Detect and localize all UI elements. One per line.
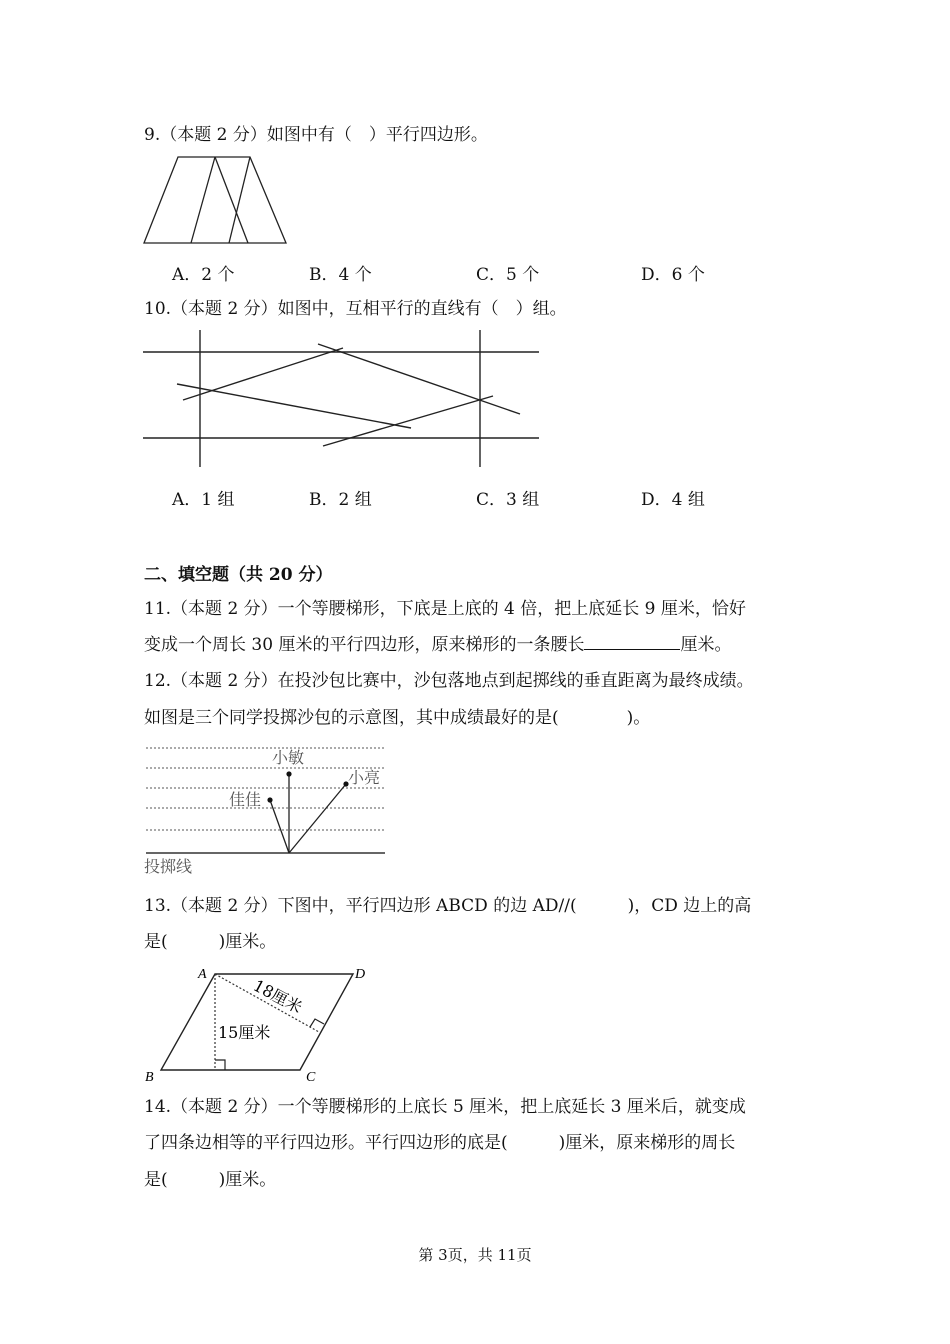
q12-label-xiaoliang: 小亮 bbox=[348, 768, 381, 787]
q9-option-b: B．4 个 bbox=[309, 265, 372, 285]
page-footer: 第 3页，共 11页 bbox=[418, 1246, 532, 1264]
q10-option-a: A．1 组 bbox=[172, 490, 235, 510]
q11-line2-b: 厘米。 bbox=[680, 635, 732, 655]
q13-label-height: 15厘米 bbox=[218, 1023, 271, 1042]
q13-label-b: B bbox=[145, 1070, 154, 1085]
q11-line2 bbox=[144, 633, 731, 656]
q12-path-xiaoliang bbox=[289, 784, 346, 853]
q9-text: 9.（本题 2 分）如图中有（ ）平行四边形。 bbox=[144, 125, 488, 145]
q14-line2: 了四条边相等的平行四边形。平行四边形的底是( )厘米，原来梯形的周长 bbox=[144, 1133, 736, 1153]
q13-right-angle-1 bbox=[215, 1060, 225, 1070]
q11-answer-blank[interactable] bbox=[584, 633, 680, 650]
q10-option-d: D．4 组 bbox=[641, 490, 705, 510]
q13-label-d: D bbox=[355, 967, 366, 982]
section-title: 二、填空题（共 20 分） bbox=[144, 565, 333, 585]
q10-text: 10.（本题 2 分）如图中，互相平行的直线有（ ）组。 bbox=[144, 299, 567, 319]
q12-point-jiajia bbox=[267, 797, 272, 802]
q9-option-d: D．6 个 bbox=[641, 265, 705, 285]
q13-label-a: A bbox=[198, 967, 207, 982]
q10-figure bbox=[143, 330, 543, 470]
q13-line1: 13.（本题 2 分）下图中，平行四边形 ABCD 的边 AD//( )，CD 边上的高 bbox=[144, 896, 752, 916]
q14-line3: 是( )厘米。 bbox=[144, 1170, 277, 1190]
q12-label-throw-line: 投掷线 bbox=[144, 857, 193, 876]
q12-line1: 12.（本题 2 分）在投沙包比赛中，沙包落地点到起掷线的垂直距离为最终成绩。 bbox=[144, 671, 754, 691]
q13-line2: 是( )厘米。 bbox=[144, 932, 277, 952]
q12-point-xiaomin bbox=[286, 771, 291, 776]
q13-right-angle-2 bbox=[310, 1019, 324, 1027]
q11-line1: 11.（本题 2 分）一个等腰梯形，下底是上底的 4 倍，把上底延长 9 厘米，恰好 bbox=[144, 599, 746, 619]
q9-trapezoid bbox=[144, 157, 286, 243]
q12-label-jiajia: 佳佳 bbox=[229, 790, 262, 809]
q10-option-c: C．3 组 bbox=[476, 490, 540, 510]
q9-option-c: C．5 个 bbox=[476, 265, 540, 285]
q9-figure bbox=[142, 153, 292, 248]
q13-figure bbox=[140, 962, 380, 1087]
q12-line2: 如图是三个同学投掷沙包的示意图，其中成绩最好的是( )。 bbox=[144, 708, 651, 728]
q10-slant-2 bbox=[318, 344, 520, 414]
q9-line-1 bbox=[191, 157, 215, 243]
q10-slant-1 bbox=[183, 348, 343, 400]
q11-line2-a: 变成一个周长 30 厘米的平行四边形，原来梯形的一条腰长 bbox=[144, 635, 585, 655]
q9-option-a: A．2 个 bbox=[172, 265, 235, 285]
q13-label-c: C bbox=[306, 1070, 316, 1085]
q13-label-diag: 18厘米 bbox=[250, 975, 306, 1018]
q12-figure bbox=[143, 738, 393, 878]
q10-slant-3 bbox=[177, 384, 411, 428]
q12-label-xiaomin: 小敏 bbox=[272, 748, 305, 767]
q10-option-b: B．2 组 bbox=[309, 490, 372, 510]
q14-line1: 14.（本题 2 分）一个等腰梯形的上底长 5 厘米，把上底延长 3 厘米后，就变成 bbox=[144, 1097, 746, 1117]
